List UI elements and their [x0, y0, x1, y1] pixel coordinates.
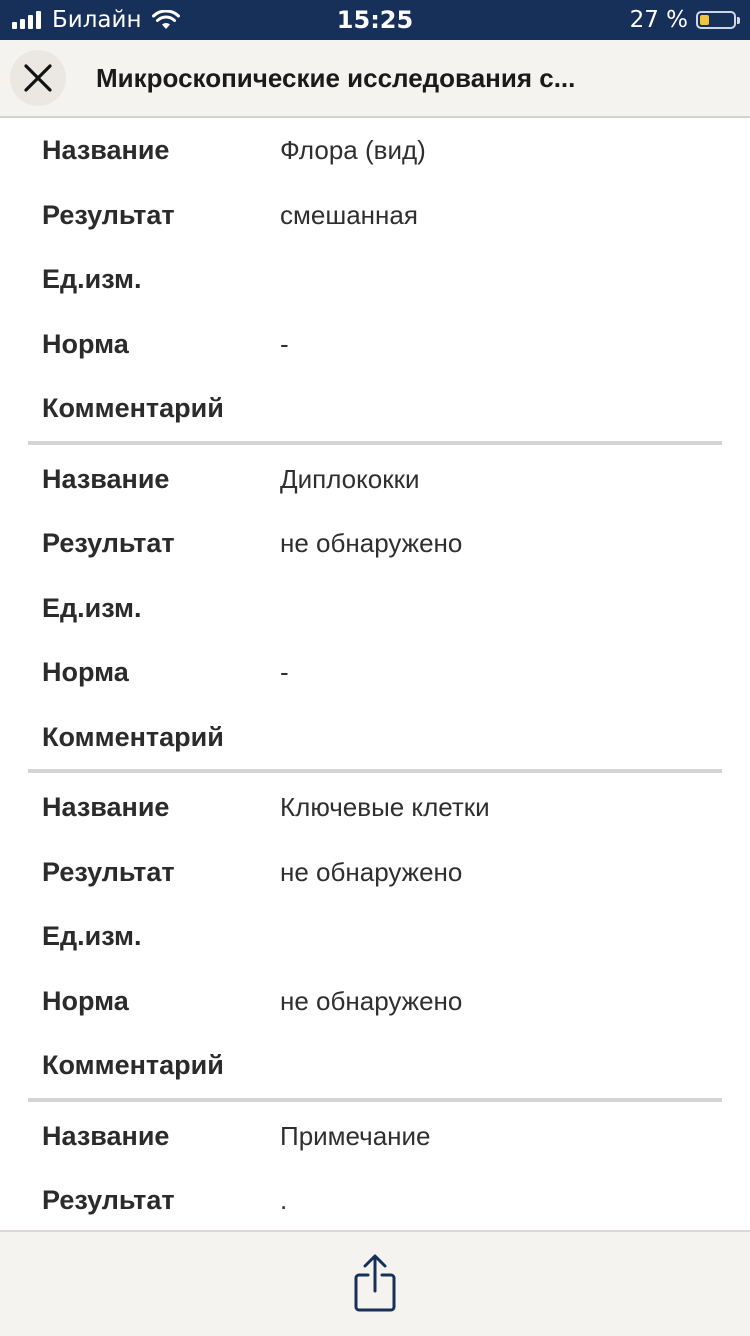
row-value: не обнаружено: [280, 528, 463, 558]
result-row: [28, 1168, 722, 1230]
page-title: Микроскопические исследования с...: [96, 63, 576, 93]
result-row: [28, 1104, 722, 1169]
result-row: [28, 247, 722, 312]
row-label: Норма: [42, 985, 129, 1016]
result-row: [28, 705, 722, 770]
row-value: смешанная: [280, 199, 418, 230]
share-button[interactable]: [345, 1250, 405, 1316]
result-row: [28, 904, 722, 969]
battery-fill: [700, 15, 709, 25]
row-value: -: [280, 328, 289, 359]
result-row: [28, 775, 722, 840]
row-label: Название: [42, 792, 170, 822]
row-label: Ед.изм.: [42, 592, 142, 623]
row-value: не обнаружено: [280, 985, 463, 1016]
result-card: [28, 773, 722, 1102]
row-label: Результат: [42, 856, 175, 887]
result-row: [28, 447, 722, 512]
close-button[interactable]: [10, 50, 66, 106]
result-card: [28, 445, 722, 774]
row-value: не обнаружено: [280, 856, 463, 887]
row-value: Примечание: [280, 1120, 431, 1151]
result-row: [28, 118, 722, 183]
close-icon: [23, 63, 53, 93]
row-value: .: [280, 1185, 288, 1215]
header: [0, 40, 750, 118]
results-list[interactable]: [0, 116, 750, 1230]
row-label: Норма: [42, 328, 129, 359]
status-bar: [0, 0, 750, 40]
result-row: [28, 183, 722, 248]
row-label: Комментарий: [42, 1050, 224, 1080]
result-row: [28, 312, 722, 377]
result-row: [28, 840, 722, 905]
battery-percent: 27 %: [629, 7, 688, 33]
status-right: [630, 0, 736, 40]
row-value: -: [280, 657, 289, 687]
row-label: Комментарий: [42, 721, 224, 752]
carrier-name: Билайн: [52, 7, 142, 33]
battery-icon: [696, 11, 736, 29]
row-label: Результат: [42, 199, 175, 230]
row-label: Результат: [42, 1185, 175, 1215]
result-card: [28, 116, 722, 445]
row-label: Название: [42, 463, 170, 494]
result-row: [28, 1033, 722, 1098]
result-row: [28, 511, 722, 576]
row-value: Флора (вид): [280, 135, 426, 165]
result-card: [28, 1102, 722, 1231]
row-label: Ед.изм.: [42, 264, 142, 294]
result-row: [28, 969, 722, 1034]
bottom-toolbar: [0, 1230, 750, 1336]
result-row: [28, 376, 722, 441]
row-label: Название: [42, 1120, 170, 1151]
row-label: Ед.изм.: [42, 921, 142, 951]
share-icon: [353, 1253, 397, 1313]
row-label: Название: [42, 135, 170, 165]
status-time: 15:25: [336, 6, 414, 34]
row-value: Ключевые клетки: [280, 792, 490, 822]
row-label: Результат: [42, 528, 175, 558]
result-row: [28, 576, 722, 641]
row-label: Норма: [42, 657, 129, 687]
result-row: [28, 640, 722, 705]
row-value: Диплококки: [280, 463, 420, 494]
row-label: Комментарий: [42, 393, 224, 423]
